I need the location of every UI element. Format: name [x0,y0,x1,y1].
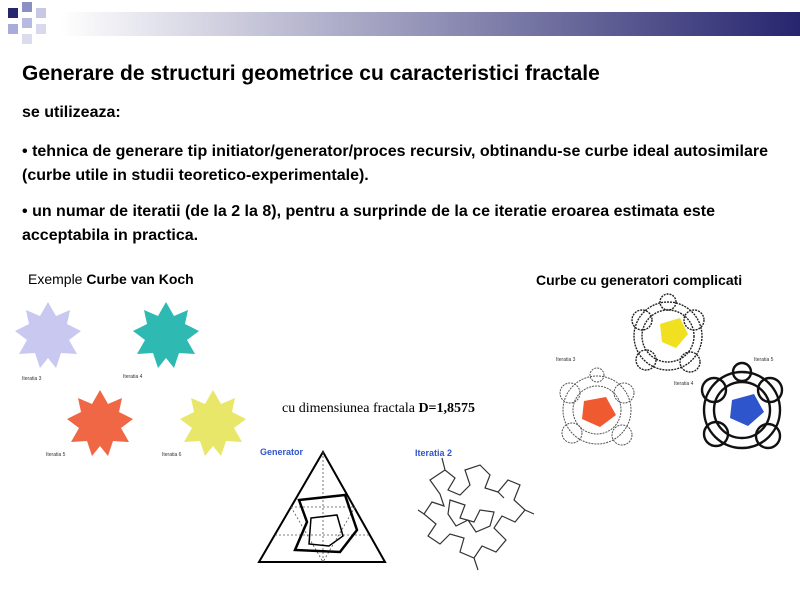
complex-label: Iteratia 4 [674,381,694,387]
koch-snowflake-lavender [12,300,84,372]
iteration-2-label: Iteratia 2 [415,448,453,458]
dimension-value: D=1,8575 [418,401,476,416]
koch-label: Iteratia 6 [162,452,182,458]
koch-label: Iteratia 4 [123,374,143,380]
dimension-prefix: cu dimensiunea fractala [282,401,415,416]
koch-snowflake-yellow [177,388,249,460]
complex-generators-caption: Curbe cu generatori complicati [536,272,743,288]
koch-label: Iteratia 5 [46,452,66,458]
bullet-text: un numar de iteratii (de la 2 la 8), pentru a surprinde de la ce iteratie eroarea estimata este acceptabila in practica. [22,203,715,244]
koch-label: Iteratia 3 [22,376,42,382]
bullet-dot: • [22,203,28,220]
iteration-2-diagram [410,440,540,575]
koch-caption [28,271,194,287]
koch-snowflake-teal [130,300,202,372]
header-gradient-bar [60,12,800,36]
complex-label: Iteratia 5 [754,357,774,363]
complex-curve-blue [692,360,792,460]
koch-snowflake-orange [64,388,136,460]
corner-checker-decoration [0,0,60,50]
generator-label: Generator [260,447,304,457]
bullet-item [22,140,782,188]
fractal-dimension-caption [282,401,475,417]
generator-diagram [255,440,390,570]
bullet-text: tehnica de generare tip initiator/generator/proces recursiv, obtinandu-se curbe ideal autosimilare (curbe utile in studii teoretico-experimentale). [22,143,768,184]
complex-curve-orange [552,365,642,455]
koch-caption-prefix: Exemple [28,271,83,287]
bullet-item [22,200,782,248]
koch-caption-name: Curbe van Koch [86,271,194,287]
complex-label: Iteratia 3 [556,357,576,363]
bullet-dot: • [22,143,28,160]
slide-subtitle: se utilizeaza: [22,104,121,121]
slide-title: Generare de structuri geometrice cu caracteristici fractale [22,62,600,85]
